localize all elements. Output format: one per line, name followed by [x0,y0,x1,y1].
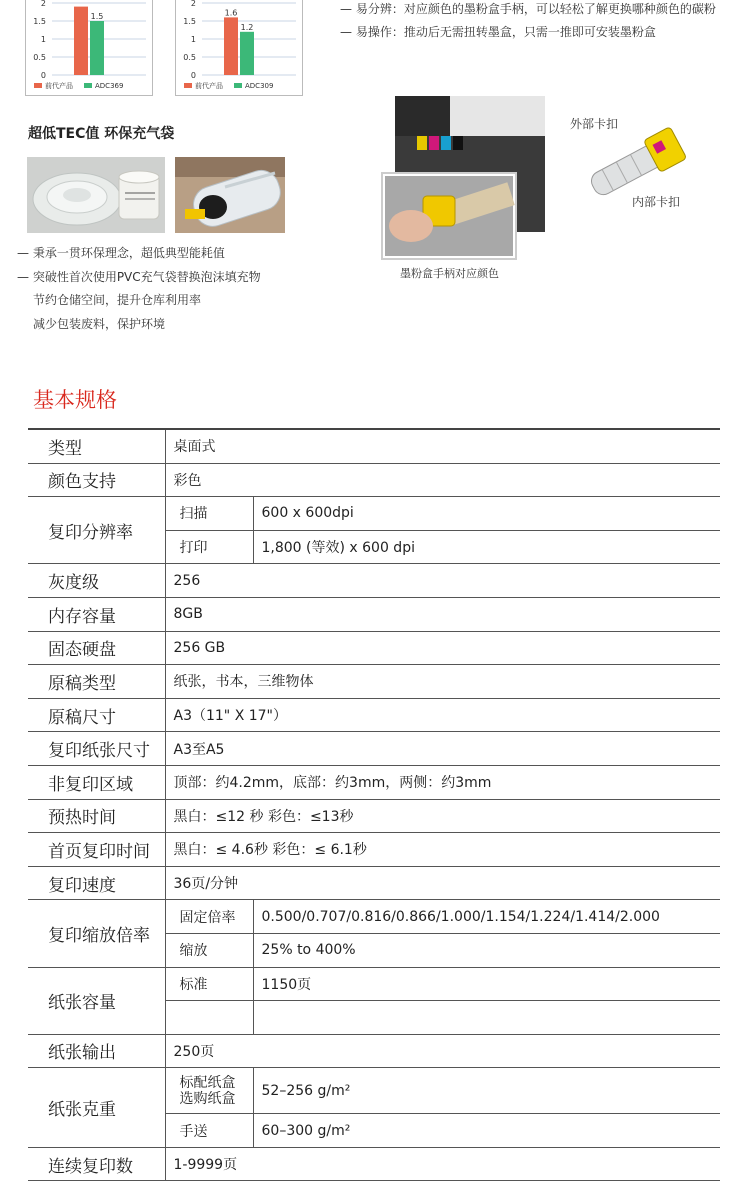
spec-value: 1-9999页 [165,1147,720,1181]
spec-key: 原稿尺寸 [28,698,165,732]
spec-key: 类型 [28,429,165,463]
spec-subkey: 扫描 [165,497,253,531]
legend-swatch [234,83,242,88]
spec-key: 纸张容量 [28,967,165,1034]
spec-key: 非复印区域 [28,765,165,799]
spec-key: 复印速度 [28,866,165,900]
y-tick-label: 1 [190,35,196,44]
legend-label: ADC309 [245,82,274,90]
spec-subkey: 标配纸盒 选购纸盒 [165,1068,253,1114]
chart-svg [176,0,302,95]
spec-subkey: 手送 [165,1114,253,1148]
legend-swatch [184,83,192,88]
spec-row [28,799,720,833]
y-tick-label: 0 [190,71,196,80]
spec-row [28,597,720,631]
spec-row [28,631,720,665]
toner-caption: 墨粉盒手柄对应颜色 [400,267,499,280]
spec-key: 灰度级 [28,564,165,598]
spec-row [28,900,720,934]
feature-operate: — 易操作：推动后无需扭转墨盒，只需一推即可安装墨粉盒 [340,25,656,39]
spec-value: 彩色 [165,463,720,497]
inner-clip-label: 内部卡扣 [632,195,681,209]
spec-row [28,463,720,497]
bar [224,17,238,75]
spec-key: 纸张输出 [28,1034,165,1068]
spec-key: 内存容量 [28,597,165,631]
spec-row [28,698,720,732]
spec-subkey: 标准 [165,967,253,1001]
spec-key: 颜色支持 [28,463,165,497]
spec-title: 基本规格 [33,388,117,412]
bar [90,21,104,75]
spec-row [28,1068,720,1114]
legend-swatch [34,83,42,88]
tec-title: 超低TEC值 环保充气袋 [28,126,175,142]
spec-row [28,967,720,1001]
spec-value: 1150页 [253,967,720,1001]
legend-label: 前代产品 [45,82,73,90]
y-tick-label: 1 [40,35,46,44]
spec-value: 256 GB [165,631,720,665]
tec-line-3: 节约仓储空间，提升仓库利用率 [33,293,202,307]
spec-key: 复印纸张尺寸 [28,732,165,766]
air-bag-photo [27,157,165,233]
spec-row [28,497,720,531]
spec-value: A3（11" X 17"） [165,698,720,732]
spec-value: 0.500/0.707/0.816/0.866/1.000/1.154/1.224/1.414/2.000 [253,900,720,934]
spec-value: 纸张，书本，三维物体 [165,665,720,699]
data-label: 1.5 [90,12,104,21]
spec-table [28,428,720,1181]
spec-row [28,765,720,799]
y-tick-label: 1.5 [183,17,196,26]
spec-value: 52–256 g/m² [253,1068,720,1114]
y-tick-label: 0 [40,71,46,80]
spec-key: 复印分辨率 [28,497,165,564]
bar [74,7,88,75]
y-tick-label: 2 [40,0,46,8]
spec-value: 256 [165,564,720,598]
spec-row [28,1147,720,1181]
spec-row [28,833,720,867]
spec-subkey: 缩放 [165,933,253,967]
spec-key: 纸张克重 [28,1068,165,1148]
tec-line-2: — 突破性首次使用PVC充气袋替换泡沫填充物 [17,270,261,284]
chart-adc309 [175,0,303,96]
spec-row [28,1034,720,1068]
spec-value: 36页/分钟 [165,866,720,900]
spec-value: 桌面式 [165,429,720,463]
bar [240,32,254,75]
y-tick-label: 0.5 [33,53,46,62]
toner-bag-photo [175,157,285,233]
spec-value: 8GB [165,597,720,631]
spec-key: 首页复印时间 [28,833,165,867]
spec-subkey: 固定倍率 [165,900,253,934]
spec-value: 1,800 (等效) x 600 dpi [253,530,720,564]
spec-subkey: 打印 [165,530,253,564]
chart-adc369 [25,0,153,96]
data-label: 1.2 [240,22,254,32]
spec-key: 固态硬盘 [28,631,165,665]
spec-row [28,732,720,766]
outer-clip-label: 外部卡扣 [570,117,619,131]
y-tick-label: 0.5 [183,53,196,62]
spec-value: 60–300 g/m² [253,1114,720,1148]
tec-line-4: 减少包装废料，保护环境 [33,317,166,331]
spec-value: 250页 [165,1034,720,1068]
legend-label: 前代产品 [195,82,223,90]
spec-value [253,1001,720,1035]
legend-label: ADC369 [95,82,124,90]
spec-row [28,429,720,463]
spec-value: A3至A5 [165,732,720,766]
data-label: 1.6 [224,8,238,18]
spec-value: 顶部：约4.2mm，底部：约3mm，两侧：约3mm [165,765,720,799]
spec-value: 600 x 600dpi [253,497,720,531]
spec-value: 黑白：≤ 4.6秒 彩色：≤ 6.1秒 [165,833,720,867]
feature-identify: — 易分辨：对应颜色的墨粉盒手柄，可以轻松了解更换哪种颜色的碳粉 [340,2,716,16]
legend-swatch [84,83,92,88]
spec-row [28,564,720,598]
spec-row [28,866,720,900]
spec-value: 25% to 400% [253,933,720,967]
spec-key: 复印缩放倍率 [28,900,165,967]
spec-key: 连续复印数 [28,1147,165,1181]
chart-svg [26,0,152,95]
spec-row [28,665,720,699]
tec-line-1: — 秉承一贯环保理念，超低典型能耗值 [17,246,225,260]
spec-key: 预热时间 [28,799,165,833]
spec-value: 黑白：≤12 秒 彩色：≤13秒 [165,799,720,833]
spec-key: 原稿类型 [28,665,165,699]
toner-handle-inset [381,172,517,260]
y-tick-label: 1.5 [33,17,46,26]
spec-subkey [165,1001,253,1035]
y-tick-label: 2 [190,0,196,8]
